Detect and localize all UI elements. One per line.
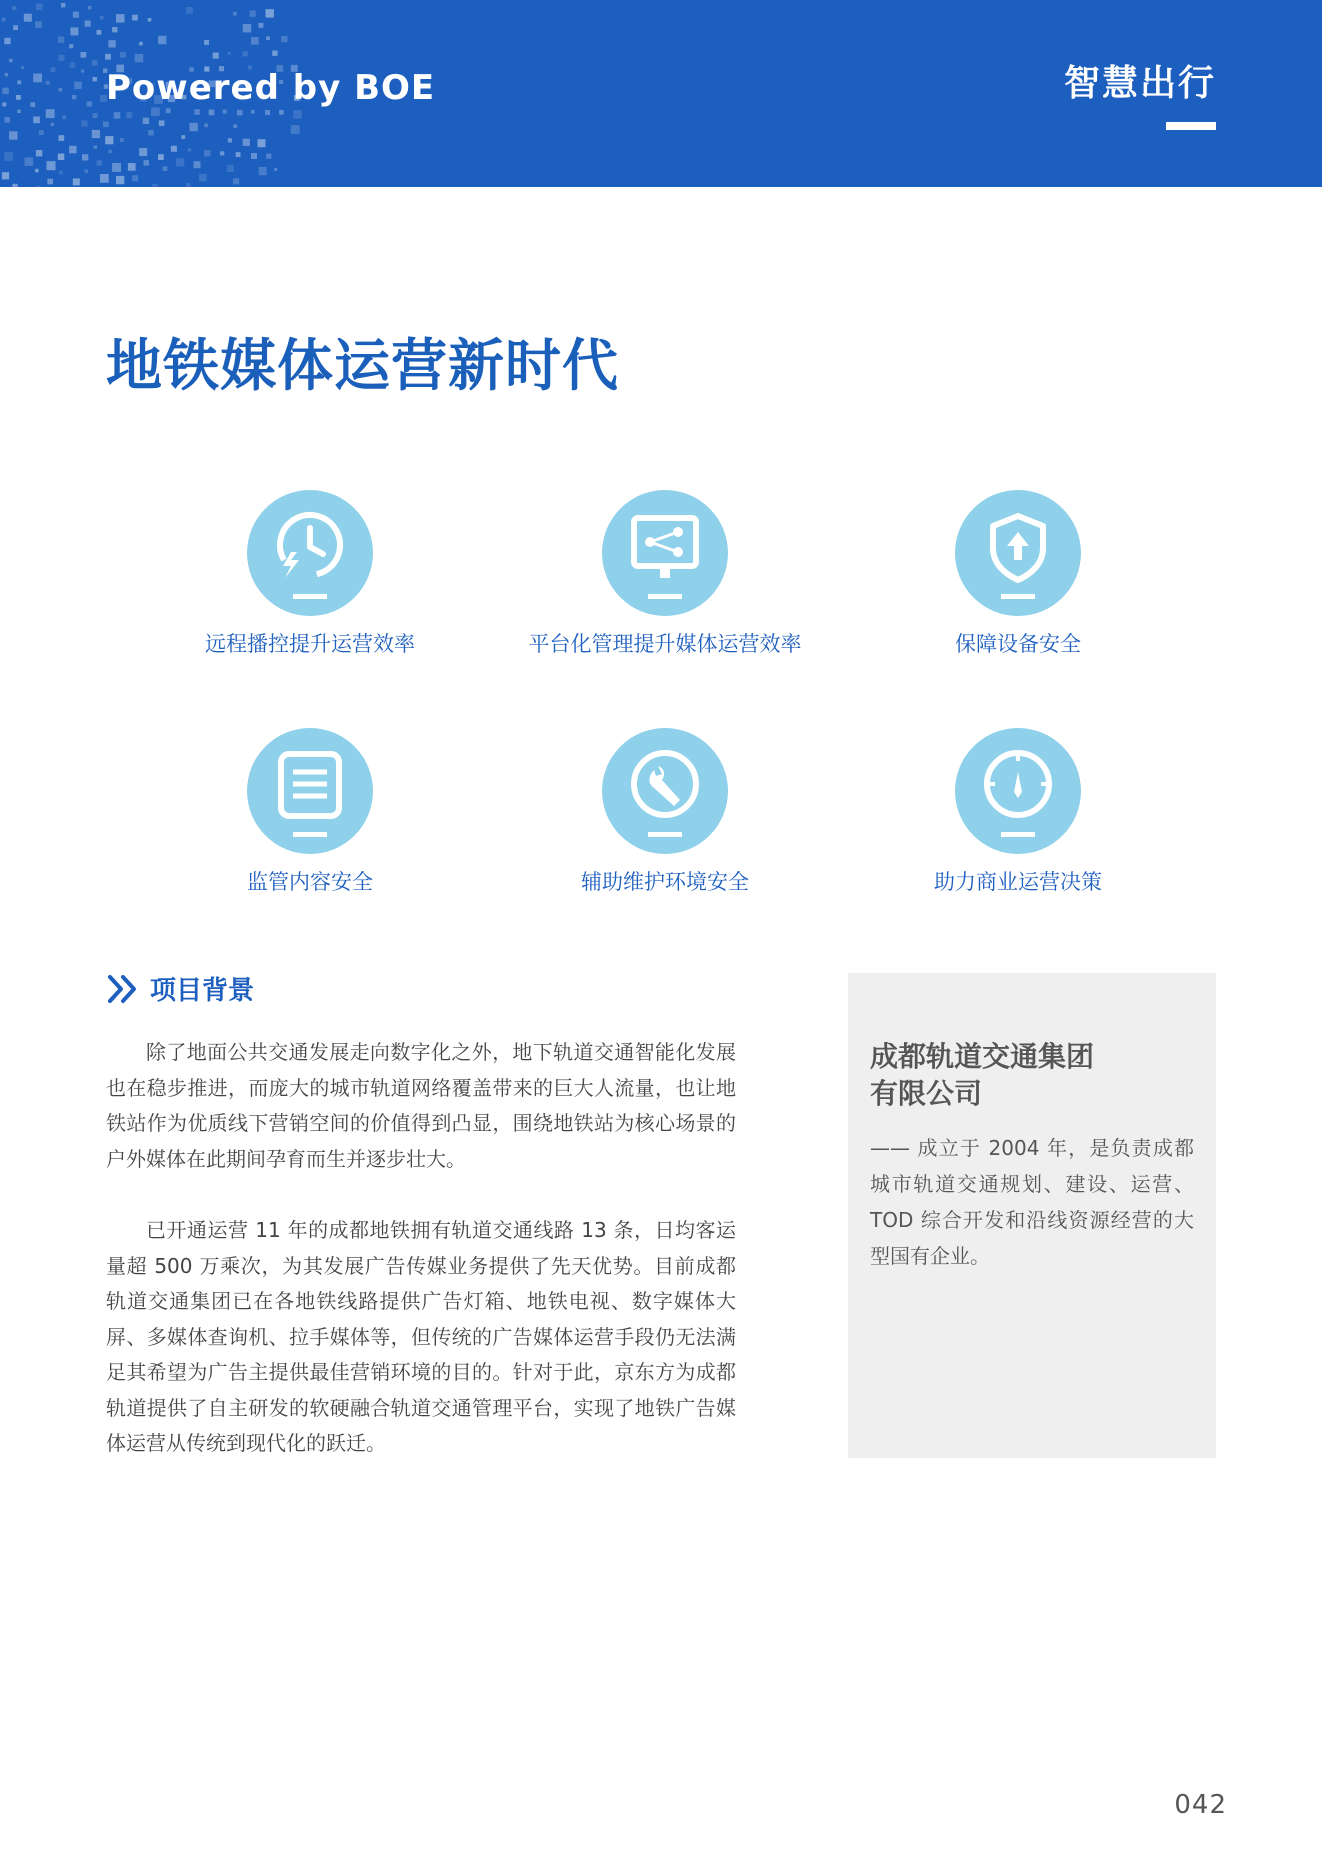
body-paragraph: 已开通运营 11 年的成都地铁拥有轨道交通线路 13 条，日均客运量超 500 万乘次，为其发展广告传媒业务提供了先天优势。目前成都轨道交通集团已在各地铁线路提供广告灯箱、地铁电视、数字媒体大屏、多媒体查询机、拉手媒体等，但传统的广告媒体运营手段仍无法满足其希望为广告主提供最佳营销环境的目的。针对于此，京东方为成都轨道提供了自主研发的软硬融合轨道交通管理平台，实现了地铁广告媒体运营从传统到现代化的跃迁。 (106, 1218, 736, 1455)
pattern-dot (120, 52, 126, 58)
pattern-dot (220, 151, 224, 155)
feature-item-device-security (858, 490, 1178, 658)
pattern-dot (188, 148, 191, 151)
pattern-dot (103, 122, 109, 128)
pattern-dot (194, 161, 201, 168)
pattern-dot (186, 7, 193, 14)
pattern-dot (85, 170, 89, 174)
pattern-dot (36, 187, 41, 188)
pattern-dot (112, 27, 117, 32)
pattern-dot (186, 183, 191, 187)
feature-icon-circle (602, 490, 728, 616)
pattern-dot (17, 110, 20, 113)
page-title: 地铁媒体运营新时代 (106, 334, 619, 399)
pattern-dot (97, 160, 103, 166)
pattern-dot (126, 112, 132, 118)
pattern-dot (148, 130, 154, 136)
pattern-dot (194, 109, 200, 115)
body-paragraph: 除了地面公共交通发展走向数字化之外，地下轨道交通智能化发展也在稳步推进，而庞大的城市轨道网络覆盖带来的巨大人流量，也让地铁站作为优质线下营销空间的价值得到凸显，围绕地铁站为核心场景的户外媒体在此期间孕育而生并逐步壮大。 (106, 1040, 736, 1171)
pattern-dot (73, 12, 79, 18)
pattern-dot (92, 130, 100, 138)
feature-label: 保障设备安全 (955, 632, 1081, 656)
pattern-dot (112, 163, 121, 172)
pattern-dot (36, 150, 42, 156)
pattern-dot (92, 60, 98, 66)
pattern-dot (69, 146, 77, 154)
pattern-dot (259, 167, 267, 175)
pattern-dot (47, 179, 53, 185)
pattern-dot (116, 176, 124, 184)
pattern-dot (251, 153, 257, 159)
brand-text: Powered by BOE (106, 68, 436, 108)
pattern-dot (213, 53, 219, 59)
pattern-dot (114, 112, 121, 119)
section-underline (1166, 122, 1216, 130)
pattern-dot (237, 110, 243, 116)
company-info-box (848, 973, 1216, 1458)
pattern-dot (39, 130, 44, 135)
compass-icon (955, 728, 1081, 854)
pattern-dot (120, 138, 124, 142)
pattern-dot (59, 55, 65, 61)
pattern-dot (4, 152, 13, 161)
pattern-dot (51, 123, 54, 126)
feature-item-remote-control (150, 490, 470, 658)
pattern-dot (139, 42, 143, 46)
pattern-dot (82, 154, 88, 160)
pattern-dot (233, 178, 239, 184)
page-header (0, 0, 1322, 187)
pattern-dot (93, 113, 98, 118)
pattern-dot (151, 107, 160, 116)
pattern-dot (4, 38, 10, 44)
feature-item-platform-management (505, 490, 825, 658)
pattern-dot (199, 174, 207, 182)
section-heading-text: 项目背景 (150, 976, 255, 1006)
pattern-dot (100, 16, 104, 20)
pattern-dot (81, 120, 87, 126)
pattern-dot (116, 14, 125, 23)
pattern-dot (233, 124, 237, 128)
feature-label: 助力商业运营决策 (934, 870, 1102, 894)
feature-item-business-decision (858, 728, 1178, 896)
pattern-dot (30, 102, 35, 107)
pattern-dot (46, 109, 55, 118)
pattern-dot (81, 70, 84, 73)
pattern-dot (204, 124, 208, 128)
pattern-dot (243, 51, 248, 56)
pattern-dot (143, 118, 149, 124)
pattern-dot (2, 88, 9, 95)
pattern-dot (25, 157, 34, 166)
pattern-dot (36, 4, 43, 11)
pattern-dot (61, 3, 65, 7)
pattern-dot (24, 14, 32, 22)
feature-icon-circle (955, 490, 1081, 616)
section-heading-background (106, 970, 254, 1007)
pattern-dot (100, 174, 109, 183)
pattern-dot (13, 25, 18, 30)
pattern-dot (21, 66, 24, 69)
pattern-dot (158, 36, 166, 44)
pattern-dot (166, 108, 171, 113)
pattern-dot (227, 165, 234, 172)
pattern-dot (73, 178, 80, 185)
feature-label: 远程播控提升运营效率 (205, 632, 415, 656)
pattern-dot (85, 21, 91, 27)
pattern-dot (135, 54, 143, 62)
pattern-dot (108, 40, 115, 47)
pattern-dot (5, 73, 9, 77)
pattern-dot (236, 152, 241, 157)
pattern-dot (58, 154, 65, 161)
pattern-dot (105, 54, 111, 60)
feature-icon-circle (602, 728, 728, 854)
pattern-dot (291, 125, 300, 134)
pattern-dot (228, 138, 232, 142)
pattern-dot (159, 120, 165, 126)
pattern-dot (148, 18, 152, 22)
pattern-dot (59, 88, 63, 92)
feature-icon-circle (955, 728, 1081, 854)
pattern-dot (144, 160, 150, 166)
pattern-dot (51, 67, 56, 72)
feature-label: 平台化管理提升媒体运营效率 (528, 632, 802, 656)
pattern-dot (33, 74, 42, 83)
pattern-dot (47, 161, 56, 170)
pattern-dot (293, 110, 302, 119)
pattern-dot (258, 139, 266, 147)
pattern-dot (108, 150, 111, 153)
pattern-dot (70, 27, 78, 35)
pattern-dot (132, 15, 138, 21)
pattern-dot (16, 95, 21, 100)
pattern-dot (204, 40, 209, 45)
feature-icon-circle (247, 490, 373, 616)
pattern-dot (266, 9, 274, 17)
pattern-dot (88, 6, 92, 10)
pattern-dot (46, 81, 50, 85)
pattern-dot (2, 172, 9, 179)
page-number: 042 (1174, 1790, 1227, 1820)
pattern-dot (72, 95, 76, 99)
pattern-dot (281, 36, 287, 42)
pattern-dot (81, 52, 87, 58)
pattern-dot (58, 37, 64, 43)
pattern-dot (70, 62, 76, 67)
company-name: 成都轨道交通集团 有限公司 (870, 1040, 1095, 1110)
wrench-icon (602, 728, 728, 854)
pattern-dot (87, 101, 92, 106)
pattern-dot (2, 102, 6, 106)
shield-arrow-icon (955, 490, 1081, 616)
pattern-dot (274, 168, 277, 171)
pattern-dot (97, 30, 102, 35)
pattern-dot (35, 169, 39, 173)
pattern-dot (9, 131, 17, 139)
pattern-dot (132, 175, 138, 181)
pattern-dot (243, 139, 250, 146)
pattern-dot (251, 37, 259, 45)
feature-label: 辅助维护环境安全 (581, 870, 749, 894)
feature-item-content-monitoring (150, 728, 470, 896)
pattern-dot (209, 110, 215, 116)
feature-label: 监管内容安全 (247, 870, 373, 894)
pattern-dot (17, 80, 21, 84)
pattern-dot (176, 158, 184, 166)
pattern-dot (128, 163, 136, 171)
pattern-dot (272, 51, 277, 56)
pattern-dot (93, 77, 97, 81)
company-description: —— 成立于 2004 年，是负责成都城市轨道交通规划、建设、运营、TOD 综合开发和沿线资源经营的大型国有企业。 (870, 1136, 1194, 1268)
document-list-icon (247, 728, 373, 854)
pattern-dot (233, 12, 237, 16)
pattern-dot (94, 146, 97, 149)
pattern-dot (152, 184, 158, 187)
pattern-dot (163, 166, 168, 171)
pattern-dot (249, 10, 255, 16)
pattern-dot (266, 154, 271, 159)
pattern-dot (251, 110, 255, 114)
pattern-dot (158, 154, 164, 160)
pattern-dot (259, 23, 264, 28)
pattern-dot (171, 146, 177, 152)
pattern-dot (59, 171, 63, 175)
double-chevron-right-icon (106, 974, 140, 1004)
feature-item-maintenance (505, 728, 825, 896)
pattern-dot (279, 110, 284, 115)
pattern-dot (12, 184, 17, 187)
pattern-dot (266, 36, 270, 40)
pattern-dot (5, 117, 11, 123)
feature-icon-circle (247, 728, 373, 854)
pattern-dot (182, 135, 186, 139)
pattern-dot (243, 24, 251, 32)
pattern-dot (2, 18, 6, 22)
pattern-dot (204, 150, 210, 156)
pattern-dot (228, 52, 231, 55)
pattern-dot (105, 136, 113, 144)
pattern-dot (33, 117, 40, 124)
pattern-dot (189, 123, 197, 131)
clock-lightning-icon (247, 490, 373, 616)
pattern-dot (9, 59, 13, 63)
pattern-dot (74, 82, 81, 89)
pattern-dot (62, 116, 66, 120)
pattern-dot (35, 21, 42, 28)
pattern-dot (223, 110, 227, 114)
pattern-dot (12, 6, 16, 10)
monitor-share-icon (602, 490, 728, 616)
pattern-dot (69, 44, 73, 48)
pattern-dot (59, 135, 65, 141)
pattern-dot (265, 110, 270, 115)
section-label: 智慧出行 (1063, 63, 1216, 104)
pattern-dot (139, 148, 147, 156)
